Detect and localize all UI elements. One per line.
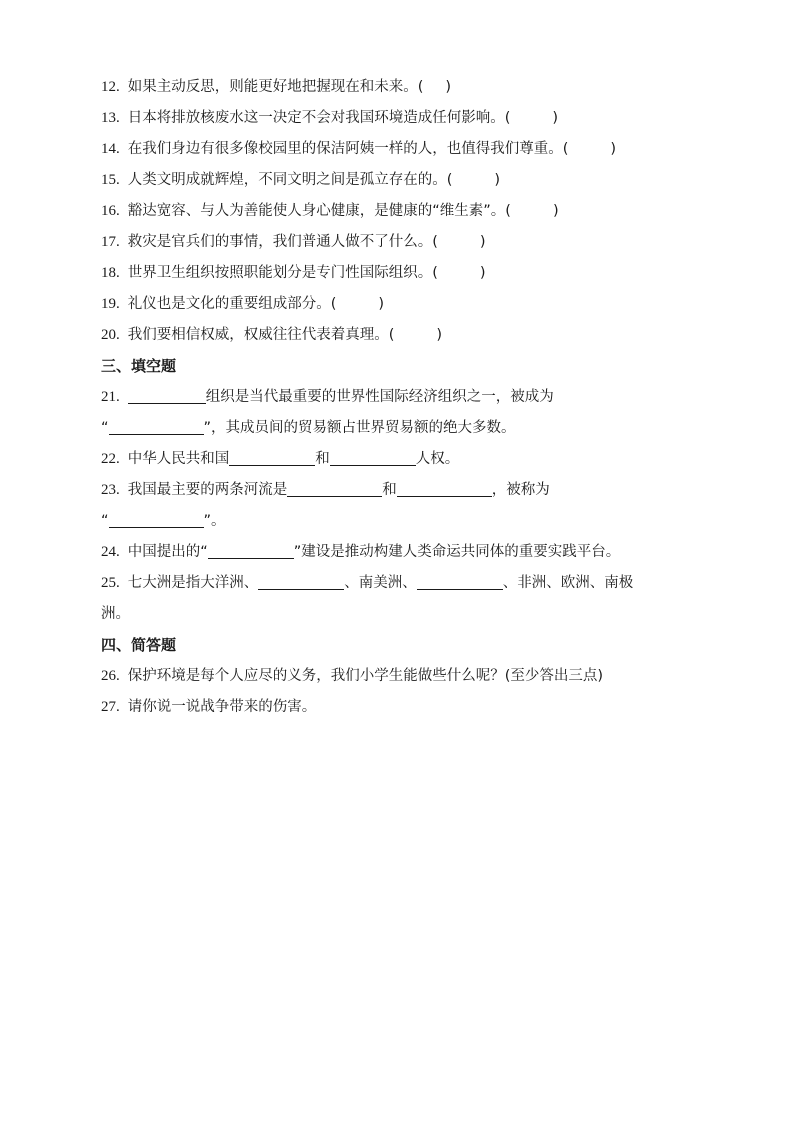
- answer-blank[interactable]: [258, 572, 344, 590]
- paren-close: ): [610, 141, 617, 157]
- item-number: 17.: [101, 234, 120, 250]
- fill-item-24: [101, 537, 701, 568]
- fill-item-22: [101, 444, 701, 475]
- worksheet-page: [101, 72, 701, 723]
- item-number: 20.: [101, 327, 120, 343]
- item-text: 世界卫生组织按照职能划分是专门性国际组织。(: [127, 265, 438, 281]
- answer-blank[interactable]: [229, 448, 315, 466]
- answer-blank[interactable]: [287, 479, 382, 497]
- paren-close: ): [494, 172, 501, 188]
- section-heading-fill-in: 三、填空题: [101, 357, 177, 375]
- item-number: 16.: [101, 203, 120, 219]
- item-text: 和: [315, 451, 330, 467]
- item-text: 豁达宽容、与人为善能使人身心健康，是健康的“维生素”。(: [127, 203, 511, 219]
- item-number: 14.: [101, 141, 120, 157]
- item-number: 25.: [101, 575, 120, 591]
- paren-close: ): [552, 203, 559, 219]
- item-text: ，被称为: [491, 482, 550, 498]
- answer-blank[interactable]: [109, 417, 204, 435]
- item-text: 中华人民共和国: [127, 451, 230, 467]
- item-text: 救灾是官兵们的事情，我们普通人做不了什么。(: [127, 234, 438, 250]
- short-answer-item-27: [101, 692, 701, 723]
- judgement-item-15: [101, 165, 701, 196]
- judgement-item-14: [101, 134, 701, 165]
- fill-item-25: [101, 568, 701, 599]
- judgement-item-19: [101, 289, 701, 320]
- fill-item-23: [101, 475, 701, 506]
- item-number: 22.: [101, 451, 120, 467]
- item-text: ”。: [203, 513, 226, 529]
- judgement-item-13: [101, 103, 701, 134]
- item-number: 23.: [101, 482, 120, 498]
- fill-item-21-cont: [101, 413, 701, 444]
- item-text: 礼仪也是文化的重要组成部分。(: [127, 296, 337, 312]
- quote-open: “: [101, 513, 109, 529]
- item-number: 24.: [101, 544, 120, 560]
- item-text: 、南美洲、: [344, 575, 417, 591]
- judgement-item-16: [101, 196, 701, 227]
- item-number: 15.: [101, 172, 120, 188]
- judgement-item-17: [101, 227, 701, 258]
- judgement-item-12: [101, 72, 701, 103]
- answer-blank[interactable]: [208, 541, 294, 559]
- answer-blank[interactable]: [109, 510, 204, 528]
- judgement-item-20: [101, 320, 701, 351]
- item-number: 27.: [101, 699, 120, 715]
- item-text: 七大洲是指大洋洲、: [127, 575, 259, 591]
- item-text: 如果主动反思，则能更好地把握现在和未来。(: [127, 79, 424, 95]
- paren-close: ): [436, 327, 443, 343]
- item-text: 我们要相信权威，权威往往代表着真理。(: [127, 327, 395, 343]
- quote-open: “: [101, 420, 109, 436]
- item-number: 13.: [101, 110, 120, 126]
- item-text: 洲。: [101, 606, 130, 622]
- item-number: 18.: [101, 265, 120, 281]
- item-text: 中国提出的“: [127, 544, 208, 560]
- item-number: 21.: [101, 389, 120, 405]
- fill-item-21: [101, 382, 701, 413]
- paren-close: ): [445, 79, 452, 95]
- answer-blank[interactable]: [397, 479, 492, 497]
- item-text: 日本将排放核废水这一决定不会对我国环境造成任何影响。(: [127, 110, 511, 126]
- item-text: 、非洲、欧洲、南极: [502, 575, 634, 591]
- fill-item-25-cont: [101, 599, 701, 630]
- item-text: 请你说一说战争带来的伤害。: [127, 699, 317, 715]
- fill-item-23-cont: [101, 506, 701, 537]
- item-text: ”建设是推动构建人类命运共同体的重要实践平台。: [293, 544, 621, 560]
- judgement-item-18: [101, 258, 701, 289]
- item-text: ”，其成员间的贸易额占世界贸易额的绝大多数。: [203, 420, 516, 436]
- paren-close: ): [479, 265, 486, 281]
- short-answer-item-26: [101, 661, 701, 692]
- item-text: 在我们身边有很多像校园里的保洁阿姨一样的人，也值得我们尊重。(: [127, 141, 569, 157]
- section-heading-short-answer: 四、简答题: [101, 636, 177, 654]
- answer-blank[interactable]: [330, 448, 416, 466]
- item-number: 26.: [101, 668, 120, 684]
- item-text: 人权。: [415, 451, 460, 467]
- paren-close: ): [378, 296, 385, 312]
- item-text: 人类文明成就辉煌，不同文明之间是孤立存在的。(: [127, 172, 453, 188]
- item-text: 和: [382, 482, 397, 498]
- item-text: 我国最主要的两条河流是: [127, 482, 288, 498]
- answer-blank[interactable]: [417, 572, 503, 590]
- item-number: 12.: [101, 79, 120, 95]
- paren-close: ): [479, 234, 486, 250]
- item-text: 保护环境是每个人应尽的义务，我们小学生能做些什么呢？(至少答出三点): [127, 668, 604, 684]
- answer-blank[interactable]: [128, 386, 206, 404]
- item-text: 组织是当代最重要的世界性国际经济组织之一，被成为: [205, 389, 554, 405]
- paren-close: ): [552, 110, 559, 126]
- item-number: 19.: [101, 296, 120, 312]
